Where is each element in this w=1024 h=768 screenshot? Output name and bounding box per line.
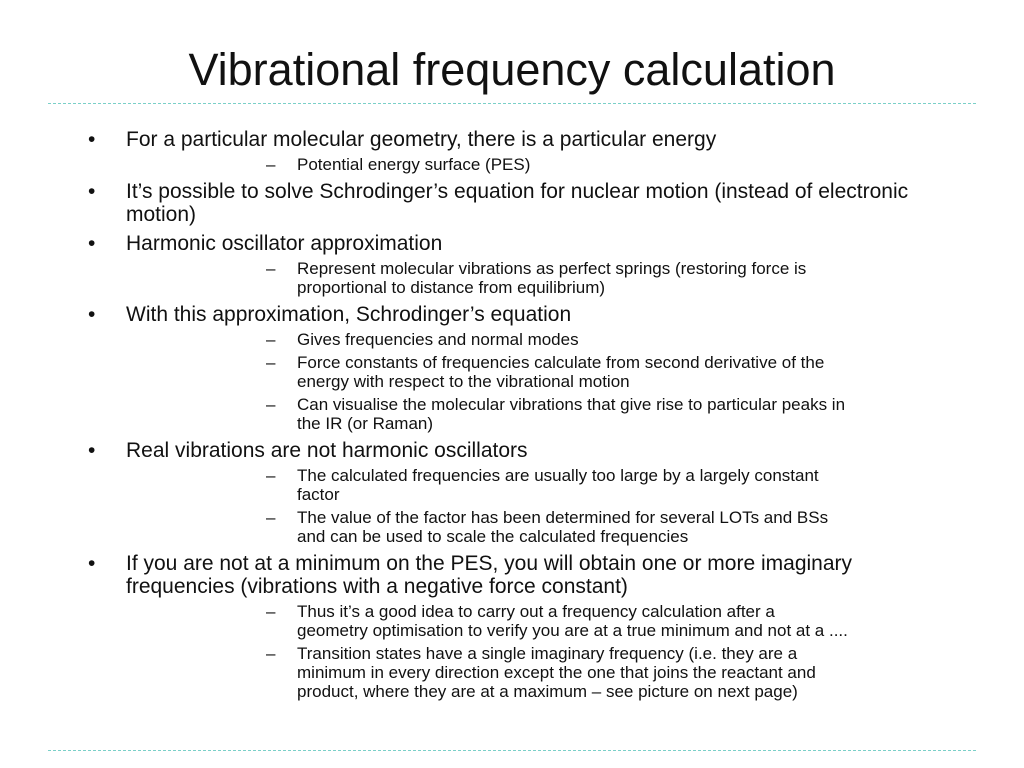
top-divider [48, 103, 976, 104]
dash-icon: – [266, 644, 276, 663]
sub-bullet-text: The value of the factor has been determined for several LOTs and BSs and can be used to scale the calculated frequencies [297, 508, 829, 546]
sub-bullet-item [126, 466, 934, 504]
sub-bullet-text: Can visualise the molecular vibrations that give rise to particular peaks in the IR (or Raman) [297, 395, 846, 433]
dash-icon: – [266, 155, 276, 174]
sub-bullet-text: The calculated frequencies are usually too large by a largely constant factor [297, 466, 819, 504]
bullet-text: For a particular molecular geometry, there is a particular energy [126, 128, 717, 151]
sub-bullet-item [126, 602, 934, 640]
bullet-text: Harmonic oscillator approximation [126, 232, 443, 255]
sub-bullet-text: Thus it’s a good idea to carry out a frequency calculation after a geometry optimisation to verify you are at a true minimum and not at a .... [297, 602, 848, 640]
sub-bullet-list [126, 330, 934, 433]
bottom-divider [48, 750, 976, 751]
dash-icon: – [266, 602, 276, 621]
sub-bullet-list [126, 602, 934, 701]
sub-bullet-text: Transition states have a single imaginary frequency (i.e. they are a minimum in every direction except the one that joins the reactant and product, where they are at a maximum – see picture on next page) [297, 644, 816, 701]
bullet-item [0, 128, 1024, 174]
bullet-text: It’s possible to solve Schrodinger’s equation for nuclear motion (instead of electronic motion) [126, 180, 909, 226]
dash-icon: – [266, 330, 276, 349]
sub-bullet-item [126, 353, 934, 391]
bullet-dot-icon: • [88, 439, 96, 462]
dash-icon: – [266, 259, 276, 278]
bullet-item [0, 552, 1024, 701]
bullet-list [0, 128, 1024, 701]
bullet-text: Real vibrations are not harmonic oscillators [126, 439, 528, 462]
bullet-dot-icon: • [88, 303, 96, 326]
bullet-dot-icon: • [88, 128, 96, 151]
sub-bullet-item [126, 155, 934, 174]
bullet-item [0, 232, 1024, 297]
bullet-item [0, 439, 1024, 546]
bullet-dot-icon: • [88, 552, 96, 575]
dash-icon: – [266, 508, 276, 527]
dash-icon: – [266, 466, 276, 485]
bullet-dot-icon: • [88, 180, 96, 203]
sub-bullet-item [126, 508, 934, 546]
sub-bullet-item [126, 259, 934, 297]
bullet-dot-icon: • [88, 232, 96, 255]
sub-bullet-list [126, 155, 934, 174]
slide-title: Vibrational frequency calculation [188, 44, 836, 95]
sub-bullet-text: Represent molecular vibrations as perfect springs (restoring force is proportional to distance from equilibrium) [297, 259, 807, 297]
sub-bullet-text: Gives frequencies and normal modes [297, 330, 579, 349]
sub-bullet-text: Force constants of frequencies calculate from second derivative of the energy with respect to the vibrational motion [297, 353, 825, 391]
bullet-item [0, 180, 1024, 226]
sub-bullet-list [126, 259, 934, 297]
sub-bullet-item [126, 395, 934, 433]
dash-icon: – [266, 395, 276, 414]
bullet-item [0, 303, 1024, 433]
bullet-text: With this approximation, Schrodinger’s equation [126, 303, 572, 326]
sub-bullet-item [126, 330, 934, 349]
dash-icon: – [266, 353, 276, 372]
bullet-text: If you are not at a minimum on the PES, you will obtain one or more imaginary frequencies (vibrations with a negative force constant) [126, 552, 853, 598]
sub-bullet-list [126, 466, 934, 546]
sub-bullet-item [126, 644, 934, 701]
sub-bullet-text: Potential energy surface (PES) [297, 155, 531, 174]
slide-body [0, 128, 1024, 701]
